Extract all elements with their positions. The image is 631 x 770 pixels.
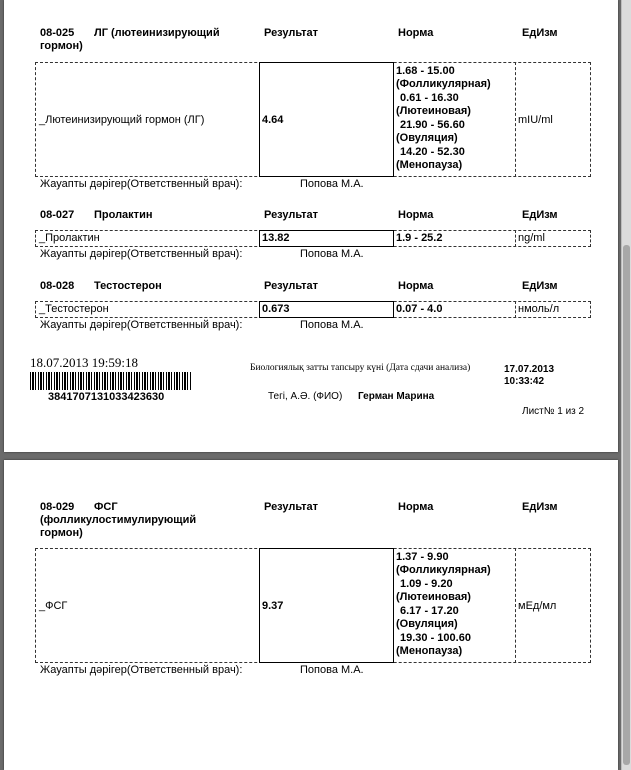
unit-value: мЕд/мл xyxy=(518,600,557,612)
doctor-label: Жауапты дәрігер(Ответственный врач): xyxy=(40,178,243,190)
norm-line: (Лютеиновая) xyxy=(396,105,471,117)
norm-line: 1.09 - 9.20 xyxy=(400,578,453,590)
unit-header: ЕдИзм xyxy=(522,280,558,292)
norm-header: Норма xyxy=(398,280,434,292)
norm-line: (Менопауза) xyxy=(396,159,463,171)
test-name-cont: (фолликулостимулирующий xyxy=(40,514,197,526)
norm-line: (Овуляция) xyxy=(396,132,458,144)
row-label: _ФСГ xyxy=(39,600,68,612)
document-page-1 xyxy=(4,0,618,452)
test-row xyxy=(35,301,591,318)
doctor-label: Жауапты дәрігер(Ответственный врач): xyxy=(40,664,243,676)
norm-header: Норма xyxy=(398,209,434,221)
sheet-number: Лист№ 1 из 2 xyxy=(522,406,585,417)
row-label: _Пролактин xyxy=(39,232,100,244)
doctor-name: Попова М.А. xyxy=(300,178,364,190)
test-code: 08-028 xyxy=(40,280,75,292)
row-label: _Лютеинизирующий гормон (ЛГ) xyxy=(39,114,205,126)
row-label: _Тестостерон xyxy=(39,303,109,315)
submit-time: 10:33:42 xyxy=(504,376,545,387)
unit-divider xyxy=(515,62,516,177)
doctor-label: Жауапты дәрігер(Ответственный врач): xyxy=(40,248,243,260)
submit-date: 17.07.2013 xyxy=(504,364,555,375)
result-header: Результат xyxy=(264,501,319,513)
norm-line: 0.07 - 4.0 xyxy=(396,303,443,315)
scrollbar-thumb[interactable] xyxy=(623,245,630,765)
unit-value: ng/ml xyxy=(518,232,545,244)
barcode-number: 3841707131033423630 xyxy=(48,391,165,403)
unit-header: ЕдИзм xyxy=(522,501,558,513)
test-row xyxy=(35,62,591,177)
norm-line: (Фолликулярная) xyxy=(396,78,491,90)
document-page-2 xyxy=(4,460,618,770)
vertical-scrollbar[interactable] xyxy=(621,0,631,770)
norm-line: (Фолликулярная) xyxy=(396,564,491,576)
test-name: Пролактин xyxy=(94,209,153,221)
test-name: ФСГ xyxy=(94,501,118,513)
norm-line: (Лютеиновая) xyxy=(396,591,471,603)
result-value: 13.82 xyxy=(262,232,290,244)
print-datetime: 18.07.2013 19:59:18 xyxy=(30,355,138,370)
norm-line: 6.17 - 17.20 xyxy=(400,605,459,617)
test-name-cont: гормон) xyxy=(40,527,83,539)
result-value: 0.673 xyxy=(262,303,290,315)
unit-divider xyxy=(515,301,516,318)
test-code: 08-025 xyxy=(40,27,75,39)
doctor-name: Попова М.А. xyxy=(300,319,364,331)
fio-label: Тегі, А.Ә. (ФИО) xyxy=(268,391,343,402)
result-header: Результат xyxy=(264,209,319,221)
doctor-name: Попова М.А. xyxy=(300,664,364,676)
unit-divider xyxy=(515,230,516,247)
norm-line: 14.20 - 52.30 xyxy=(400,146,465,158)
unit-header: ЕдИзм xyxy=(522,209,558,221)
submit-date-label: Биологиялық затты тапсыру күні (Дата сдачи анализа) xyxy=(250,363,471,373)
norm-line: 21.90 - 56.60 xyxy=(400,119,465,131)
result-value: 4.64 xyxy=(262,114,284,126)
norm-line: 1.37 - 9.90 xyxy=(396,551,449,563)
result-header: Результат xyxy=(264,27,319,39)
test-code: 08-029 xyxy=(40,501,75,513)
doctor-name: Попова М.А. xyxy=(300,248,364,260)
test-name: ЛГ (лютеинизирующий xyxy=(94,27,220,39)
unit-header: ЕдИзм xyxy=(522,27,558,39)
doctor-label: Жауапты дәрігер(Ответственный врач): xyxy=(40,319,243,331)
norm-line: 19.30 - 100.60 xyxy=(400,632,471,644)
test-name-cont: гормон) xyxy=(40,40,83,52)
test-code: 08-027 xyxy=(40,209,75,221)
unit-divider xyxy=(515,548,516,663)
norm-line: 1.68 - 15.00 xyxy=(396,65,455,77)
norm-line: (Овуляция) xyxy=(396,618,458,630)
test-row xyxy=(35,230,591,247)
patient-name: Герман Марина xyxy=(358,391,435,402)
norm-line: 1.9 - 25.2 xyxy=(396,232,443,244)
barcode-icon xyxy=(30,372,192,390)
test-name: Тестостерон xyxy=(94,280,162,292)
unit-value: mIU/ml xyxy=(518,114,553,126)
test-row xyxy=(35,548,591,663)
norm-line: 0.61 - 16.30 xyxy=(400,92,459,104)
norm-line: (Менопауза) xyxy=(396,645,463,657)
norm-header: Норма xyxy=(398,501,434,513)
norm-header: Норма xyxy=(398,27,434,39)
result-value: 9.37 xyxy=(262,600,284,612)
unit-value: нмоль/л xyxy=(518,303,560,315)
result-header: Результат xyxy=(264,280,319,292)
